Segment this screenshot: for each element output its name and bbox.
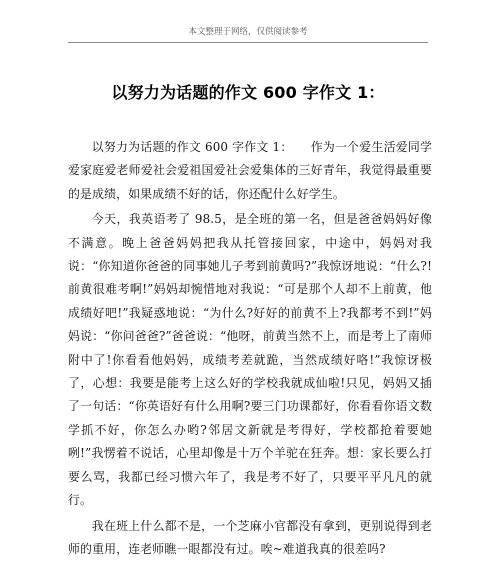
page-header bbox=[68, 25, 428, 43]
document-title: 以努力为话题的作文 600 字作文 1： bbox=[111, 83, 385, 102]
paragraph-3: 我在班上什么都不是，一个芝麻小官都没有拿到，更别说得到老师的重用，连老师瞧一眼都没有过。唉~难道我真的很差吗? bbox=[68, 518, 432, 556]
header-notice: 本文整理于网络，仅供阅读参考 bbox=[188, 27, 308, 37]
paragraph-2: 今天，我英语考了 98.5，是全班的第一名，但是爸爸妈妈好像不满意。晚上爸爸妈妈把我从托管接回家，中途中，妈妈对我说：“你知道你爸爸的同事她儿子考到前黄吗?”我惊讶地说：“什么?!前黄很难考啊!”妈妈却惋惜地对我说：“可是那个人却不上前黄，他成绩好吧!”我疑惑地说：“为什么?好好的前黄不上?我都考不到!”妈妈说：“你问爸爸?”爸爸说：“他呀，前黄当然不上，而是考上了南师附中了!你看看他妈妈，成绩考差就跪，当然成绩好咯!”我惊讶极了，心想：我要是能考上这么好的学校我就成仙啦!只见，妈妈又插了一句话：“你英语好有什么用啊?要三门功课都好，你看看你语文数学抓不好，你怎么办哟?邻居文新就是考得好，学校都抢着要她咧!”我愣着不说话，心里却像是十万个羊驼在狂奔。想：家长要么打要么骂，我都已经习惯六年了，我是考不好了，只要平平凡凡的就行。 bbox=[68, 212, 432, 508]
paragraph-1: 以努力为话题的作文 600 字作文 1： 作为一个爱生活爱同学爱家庭爱老师爱社会爱祖国爱社会爱集体的三好青年，我觉得最重要的是成绩，如果成绩不好的话，你还配什么好学生。 bbox=[68, 140, 432, 201]
document-body bbox=[68, 136, 432, 563]
